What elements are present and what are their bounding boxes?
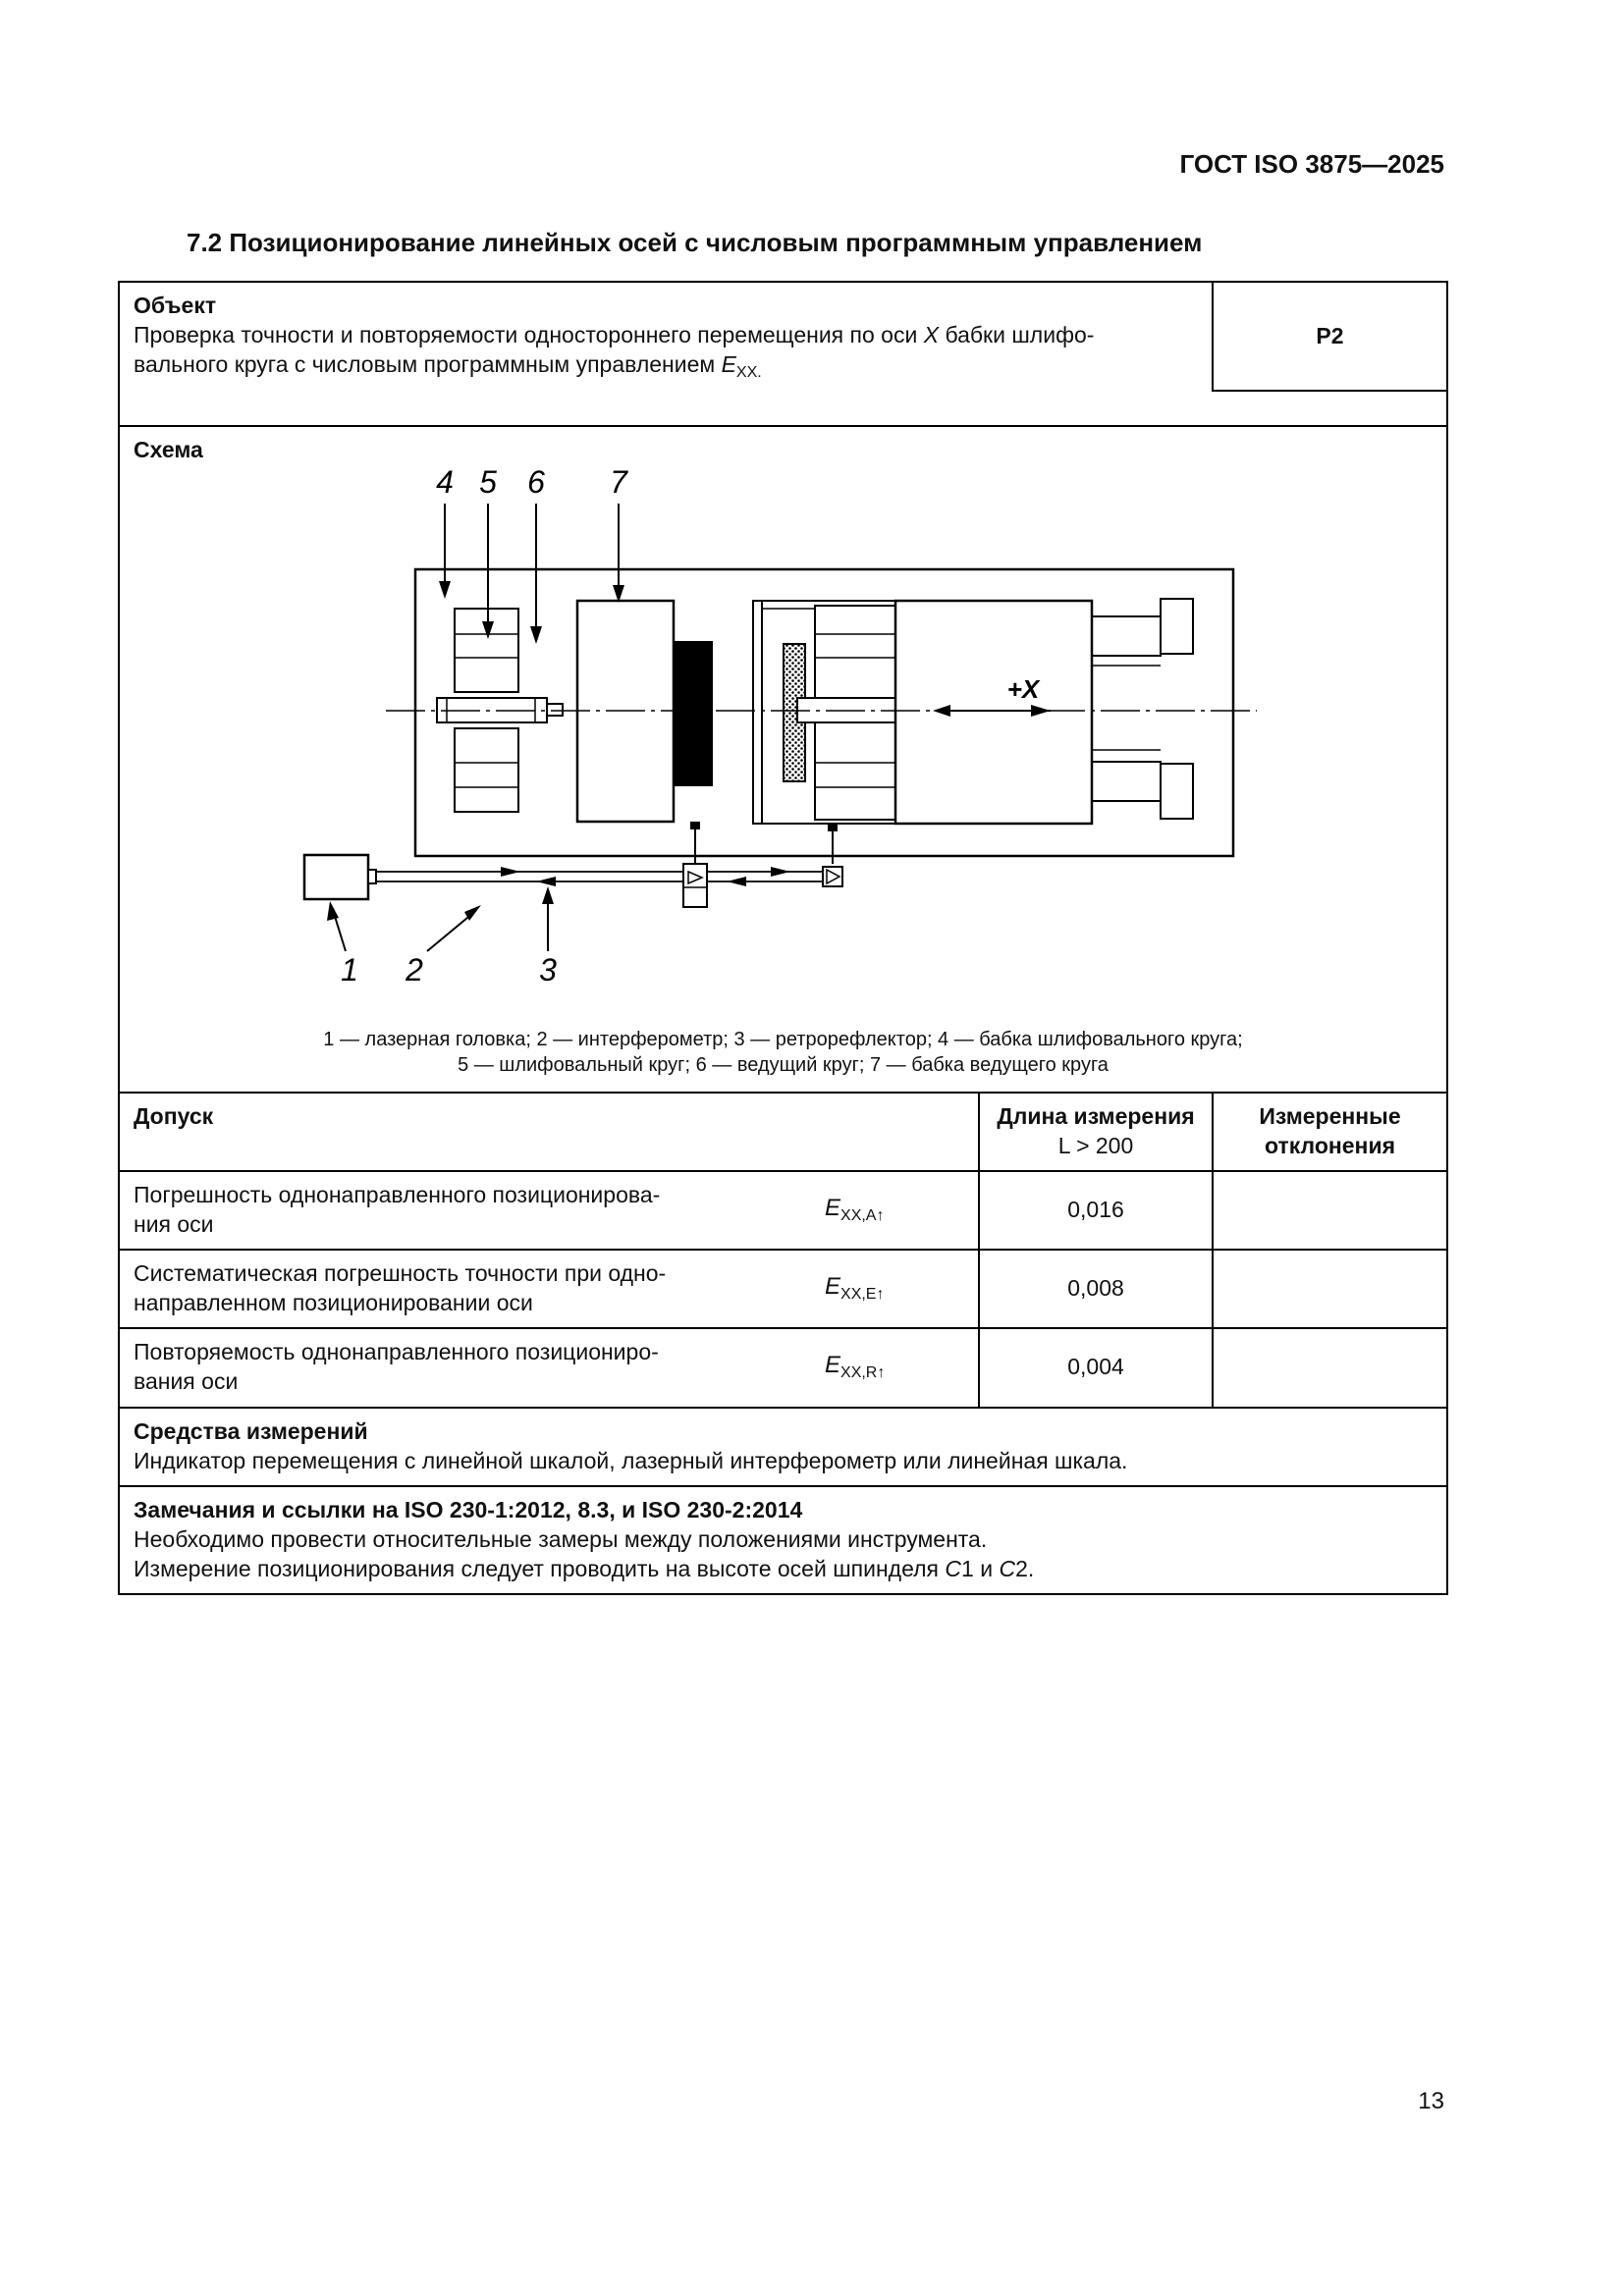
- left-spindle-end: [547, 704, 563, 716]
- callout-7: 7: [610, 464, 627, 500]
- table-row-1-label: Погрешность однонаправленного позиционирова- ния оси: [134, 1182, 661, 1237]
- notes-line2: Измерение позиционирования следует проводить на высоте осей шпинделя C1 и C2.: [134, 1556, 1035, 1581]
- object-text-line1: Проверка точности и повторяемости одностороннего перемещения по оси X бабки шлифо-: [134, 322, 1095, 347]
- row-divider-1: [118, 1249, 1448, 1251]
- axis-label: +X: [1006, 674, 1040, 704]
- section-title: 7.2 Позиционирование линейных осей с числовым программным управлением: [187, 228, 1203, 257]
- col-header-length: Длина измерения L > 200: [997, 1103, 1195, 1158]
- row-divider-header: [118, 1170, 1448, 1172]
- table-row-2-value: 0,008: [1067, 1275, 1124, 1301]
- callout-4: 4: [436, 464, 454, 500]
- page-number: 13: [1418, 2088, 1444, 2114]
- laser-head: [304, 855, 368, 899]
- scheme-heading: Схема: [134, 437, 203, 462]
- interferometer: [683, 864, 707, 907]
- table-row-1-symbol: $E_{XX,A↑}$: [825, 1195, 885, 1224]
- table-row-3-symbol: $E_{XX,R↑}$: [825, 1352, 886, 1381]
- object-code-underline: [1212, 390, 1448, 392]
- table-row-2-label: Систематическая погрешность точности при одно- направленном позиционировании оси: [134, 1260, 667, 1315]
- regulating-motor: [895, 601, 1092, 824]
- table-row-3-value: 0,004: [1067, 1354, 1124, 1379]
- left-wheel-lower: [455, 728, 518, 812]
- table-row-1-value: 0,016: [1067, 1197, 1124, 1222]
- left-wheel-upper: [455, 609, 518, 692]
- col-header-tolerance: Допуск: [134, 1103, 214, 1129]
- notes-heading: Замечания и ссылки на ISO 230-1:2012, 8.3, и ISO 230-2:2014: [134, 1497, 803, 1522]
- table-row-3-label: Повторяемость однонаправленного позициониро- вания оси: [134, 1339, 659, 1394]
- callout-3: 3: [539, 952, 557, 988]
- standard-designation: ГОСТ ISO 3875—2025: [1179, 149, 1444, 179]
- notes-line1: Необходимо провести относительные замеры между положениями инструмента.: [134, 1526, 988, 1552]
- scheme-legend-line2: 5 — шлифовальный круг; 6 — ведущий круг; 7 — бабка ведущего круга: [458, 1054, 1109, 1076]
- callout-6: 6: [527, 464, 545, 500]
- instruments-text: Индикатор перемещения с линейной шкалой, лазерный интерферометр или линейная шкала.: [134, 1448, 1128, 1473]
- callout-1: 1: [341, 952, 358, 988]
- table-row-2-symbol: $E_{XX,E↑}$: [825, 1273, 885, 1303]
- scheme-legend-line1: 1 — лазерная головка; 2 — интерферометр; 3 — ретрорефлектор; 4 — бабка шлифовального круга;: [323, 1029, 1243, 1050]
- grinding-wheel: [674, 641, 713, 786]
- measurement-setup-diagram: [285, 461, 1286, 1011]
- instruments-heading: Средства измерений: [134, 1418, 368, 1444]
- object-text-line2: вального круга с числовым программным управлением $E_{XX.}$: [134, 351, 762, 381]
- callout-2: 2: [406, 952, 423, 988]
- regulating-head-frame: [753, 601, 762, 824]
- col-header-measured: Измеренные отклонения: [1259, 1103, 1401, 1158]
- callout-5: 5: [479, 464, 497, 500]
- object-heading: Объект: [134, 293, 217, 318]
- row-divider-2: [118, 1327, 1448, 1329]
- object-code: P2: [1316, 323, 1344, 348]
